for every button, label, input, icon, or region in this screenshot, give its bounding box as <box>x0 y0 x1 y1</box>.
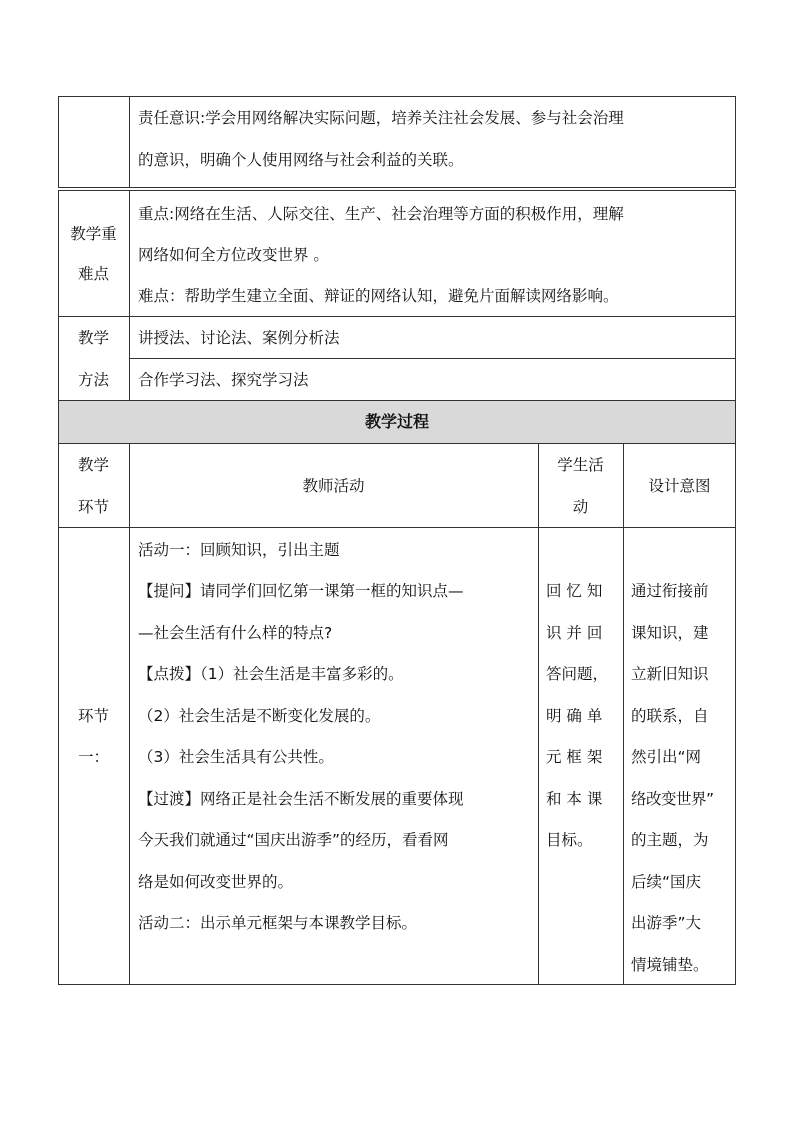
divider <box>129 190 130 400</box>
intent-line: 然引出“网 <box>631 748 702 766</box>
header-design-intent: 设计意图 <box>648 477 711 495</box>
header-student-line-1: 学生活 <box>557 456 604 474</box>
teacher-line: 活动二：出示单元框架与本课教学目标。 <box>138 914 418 932</box>
method-1: 讲授法、讨论法、案例分析法 <box>138 329 340 347</box>
student-line: 元 框 架 <box>546 748 603 766</box>
student-line: 答问题， <box>546 665 609 683</box>
intent-line: 立新旧知识 <box>631 665 709 683</box>
method-2: 合作学习法、探究学习法 <box>138 371 309 389</box>
methods-label-line-1: 教学 <box>77 329 109 347</box>
teacher-line: —社会生活有什么样的特点? <box>138 624 333 642</box>
header-stage-line-2: 环节 <box>77 498 109 516</box>
stage1-label-line-2: 一： <box>77 748 109 766</box>
header-teacher-activity: 教师活动 <box>302 477 365 495</box>
teacher-line: 活动一：回顾知识，引出主题 <box>138 541 340 559</box>
intent-line: 后续“国庆 <box>631 873 702 891</box>
student-line: 回 忆 知 <box>546 582 603 600</box>
keypoints-line-1: 重点:网络在生活、人际交往、生产、社会治理等方面的积极作用，理解 <box>138 205 624 223</box>
teacher-line: 络是如何改变世界的。 <box>138 873 294 891</box>
methods-label-line-2: 方法 <box>77 371 109 389</box>
divider <box>58 527 736 528</box>
keypoints-line-2: 网络如何全方位改变世界 。 <box>138 246 329 264</box>
divider <box>58 316 736 317</box>
stage1-label-line-1: 环节 <box>77 707 109 725</box>
teacher-line: 【提问】请同学们回忆第一课第一框的知识点— <box>138 582 464 600</box>
responsibility-line-2: 的意识，明确个人使用网络与社会利益的关联。 <box>138 151 464 169</box>
teacher-line: 【过渡】网络正是社会生活不断发展的重要体现 <box>138 790 464 808</box>
keypoints-label-line-2: 难点 <box>77 265 109 283</box>
divider <box>538 443 539 985</box>
intent-line: 的主题，为 <box>631 831 709 849</box>
header-stage-line-1: 教学 <box>77 456 109 474</box>
keypoints-label-line-1: 教学重 <box>70 225 117 243</box>
divider <box>58 443 736 444</box>
intent-line: 的联系，自 <box>631 707 709 725</box>
header-student-line-2: 动 <box>572 498 589 516</box>
intent-line: 情境铺垫。 <box>631 956 709 974</box>
student-line: 识 并 回 <box>546 624 603 642</box>
teacher-line: 【点拨】（1）社会生活是丰富多彩的。 <box>138 665 404 683</box>
process-title: 教学过程 <box>364 412 429 431</box>
divider <box>623 443 624 985</box>
teacher-line: 今天我们就通过“国庆出游季”的经历，看看网 <box>138 831 449 849</box>
divider <box>129 358 736 359</box>
divider <box>129 96 130 188</box>
intent-line: 课知识，建 <box>631 624 709 642</box>
intent-line: 出游季”大 <box>631 914 702 932</box>
teacher-line: （2）社会生活是不断变化发展的。 <box>138 707 381 725</box>
intent-line: 通过衔接前 <box>631 582 709 600</box>
divider <box>129 443 130 985</box>
keypoints-line-3: 难点：帮助学生建立全面、辩证的网络认知，避免片面解读网络影响。 <box>138 287 619 305</box>
teacher-line: （3）社会生活具有公共性。 <box>138 748 334 766</box>
responsibility-line-1: 责任意识:学会用网络解决实际问题，培养关注社会发展、参与社会治理 <box>138 109 624 127</box>
intent-line: 络改变世界” <box>631 790 714 808</box>
student-line: 目标。 <box>546 831 593 849</box>
student-line: 明 确 单 <box>546 707 603 725</box>
student-line: 和 本 课 <box>546 790 603 808</box>
